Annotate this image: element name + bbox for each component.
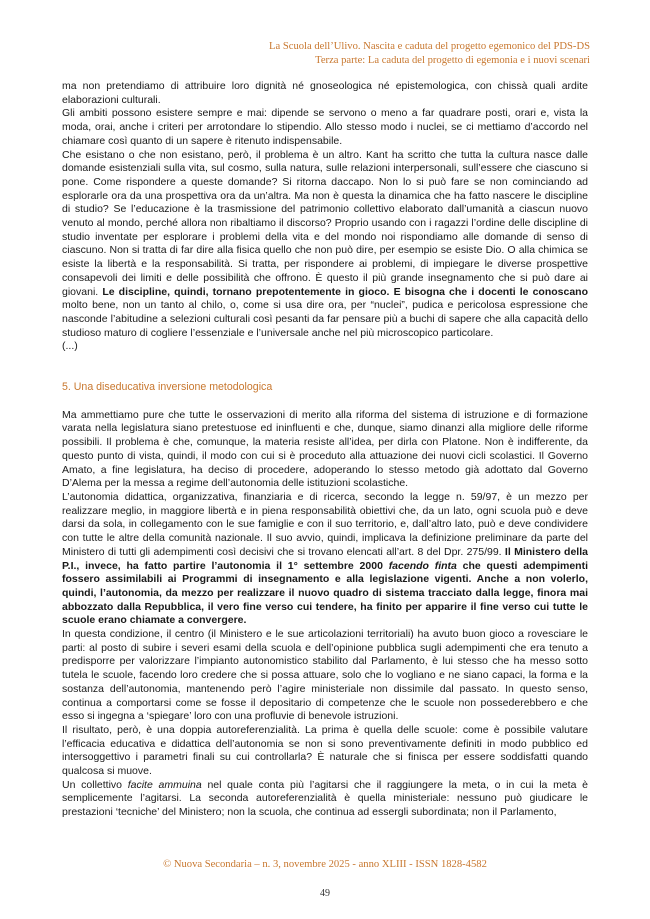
paragraph: Gli ambiti possono esistere sempre e mai: dipende se servono o meno a far quadrare posti, orari e, vista la moda, orai, anche i criteri per arrotondare lo stipendio. Allo stesso modo i nuclei, se ci mettiamo d’accordo nel chiamare così quanto di un sapere è ritenuto indispensabile.: [62, 107, 588, 147]
paragraph: ma non pretendiamo di attribuire loro dignità né gnoseologica né epistemologica, con chissà quali ardite elaborazioni culturali.: [62, 80, 588, 106]
italic-run: facendo finta: [388, 559, 457, 572]
header-subtitle: Terza parte: La caduta del progetto di egemonia e i nuovi scenari: [315, 55, 590, 66]
paragraph: In questa condizione, il centro (il Ministero e le sue articolazioni territoriali) ha avuto buon gioco a rovesciare le parti: al posto di subire i severi esami della scuola e dell’opinione pubblica sugli adempimenti che era tenuto a predisporre per valorizzare l’impianto autonomistico stabilito dal Parlamento, è lui stesso che ha messo sotto tutela le scuole, facendo loro credere che si possa attuare, solo che lo vogliano e ne siano capaci, la forma e la sostanza dell’autonomia, mantenendo però l’agire ministeriale non dissimile dal passato. In questo senso, continua a comportarsi come se fosse il depositario di competenze che le scuole non possederebbero e che esso si ingegna a ‘spiegare’ loro con una profluvie di benevole istruzioni.: [62, 628, 588, 723]
text-run: molto bene, non un tanto al chilo, o, come si usa dire ora, per “nuclei”, pudica e pericolosa espressione che nasconde l’abitudine a selezioni culturali così pesanti da far pensare più a buchi di sapere che alla capacità dello studioso maturo di cogliere l’essenziale e l’universale anche nel più microscopico particolare.: [62, 299, 588, 339]
text-run: L’autonomia didattica, organizzativa, finanziaria e di ricerca, secondo la legge n. 59/97, è un mezzo per realizzare meglio, in maggiore libertà e in piena responsabilità obiettivi che, da un lato, ogni scuola può e deve darsi da sola, in collegamento con le sue famiglie e con il suo territorio, e, dall’altro lato, può e deve condividere con tutte le altre della comunità nazionale. Il suo avvio, quindi, implicava la definizione preliminare da parte del Ministero di tutti gli adempimenti così decisivi che si trovano elencati all’art. 8 del Dpr. 275/99.: [62, 490, 588, 558]
ellipsis: (...): [62, 340, 78, 353]
paragraph: Il risultato, però, è una doppia autoreferenzialità. La prima è quella delle scuole: come è possibile valutare l’efficacia educativa e didattica dell’autonomia se non si sono preventivamente definiti in modo pubblico ed intersoggettivo i parametri finali su cui controllarla? È naturale che si finisca per essere soddisfatti quando qualcosa si muove.: [62, 723, 588, 778]
paragraph: [62, 491, 588, 628]
section-heading: 5. Una diseducativa inversione metodologica: [62, 381, 273, 394]
paragraph: Ma ammettiamo pure che tutte le osservazioni di merito alla riforma del sistema di istruzione e di formazione varata nella legislatura siano pretestuose ed ininfluenti e che, dunque, siamo dinanzi alla migliore delle riforme possibili. Il problema è che, comunque, la materia resiste all’idea, per dirla con Platone. Non è indifferente, da questo punto di vista, quindi, il modo con cui si è proceduto alla attuazione dei nuovi cicli scolastici. Il Governo Amato, a fine legislatura, ha deciso di procedere, adoperando lo stesso metodo già adottato dal Governo D’Alema per la messa a regime dell’autonomia delle istituzioni scolastiche.: [62, 408, 588, 490]
text-run: Il Ministero della P.I., invece, ha fatto partire l’autonomia il 1° settembre 2000: [62, 545, 588, 572]
running-header: [70, 40, 590, 68]
article-body: [62, 80, 588, 820]
header-title: La Scuola dell’Ulivo. Nascita e caduta del progetto egemonico del PDS-DS: [269, 41, 590, 52]
paragraph: [62, 779, 588, 820]
text-run: Che esistano o che non esistano, però, il problema è un altro. Kant ha scritto che tutta la cultura nasce dalle domande esistenziali sulla vita, sul cosmo, sulla natura, sulle relazioni interpersonali, sull’essere che ciascuno si pone. Come rispondere a queste domande? Si ritorna daccapo. Non lo si può fare se non cominciando ad esplorarle ora da una prospettiva ora da un’altra. Ma non è questa la dinamica che ha fatto nascere le discipline di studio? Se l’educazione è la trasmissione del patrimonio collettivo elaborato dall’umanità a ciascun nuovo venuto al mondo, perché allora non ribaltiamo il discorso? Proprio usando con i ragazzi l’ordine delle discipline di studio inventate per esplorare i problemi della vita e del mondo noi rispondiamo alle domande di senso di ciascuno. Non si tratta di far dire alla fisica quello che non può dire, per esempio se esiste Dio. O alla chimica se esiste la libertà e la responsabilità. Si tratta, per rispondere ai problemi, di impiegare le diverse prospettive consapevoli dei limiti e delle possibilità che offrono. È questo il più grande insegnamento che si può dare ai giovani.: [62, 148, 588, 298]
text-run: Un collettivo: [62, 778, 128, 791]
text-run: nel quale conta più l’agitarsi che il raggiungere la meta, o in cui la meta è semplicemente l’agitarsi. La seconda autoreferenzialità è quella ministeriale: nessuno può giudicare le prestazioni ‘tecniche’ del Ministero; non la scuola, che continua ad essergli subordinata; non il Parlamento,: [62, 778, 588, 819]
paragraph: [62, 149, 588, 341]
footer-citation: © Nuova Secondaria – n. 3, novembre 2025 - anno XLIII - ISSN 1828-4582: [163, 859, 487, 870]
italic-run: facite ammuina: [127, 778, 202, 791]
text-run: che questi adempimenti fossero assimilabili ai Programmi di insegnamento e alla legislazione vigenti. Anche a non volerlo, quindi, l’autonomia, da mezzo per realizzare il nuovo quadro di sistema tracciato dalla legge, finora mai abbozzato dalla Repubblica, il vero fine verso cui tendere, ha finito per apparire il fine verso cui tutte le scuole erano chiamate a convergere.: [62, 559, 588, 627]
bold-run: Le discipline, quindi, tornano prepotentemente in gioco. E bisogna che i docenti le conoscano: [102, 285, 589, 298]
page-number: 49: [320, 888, 330, 899]
